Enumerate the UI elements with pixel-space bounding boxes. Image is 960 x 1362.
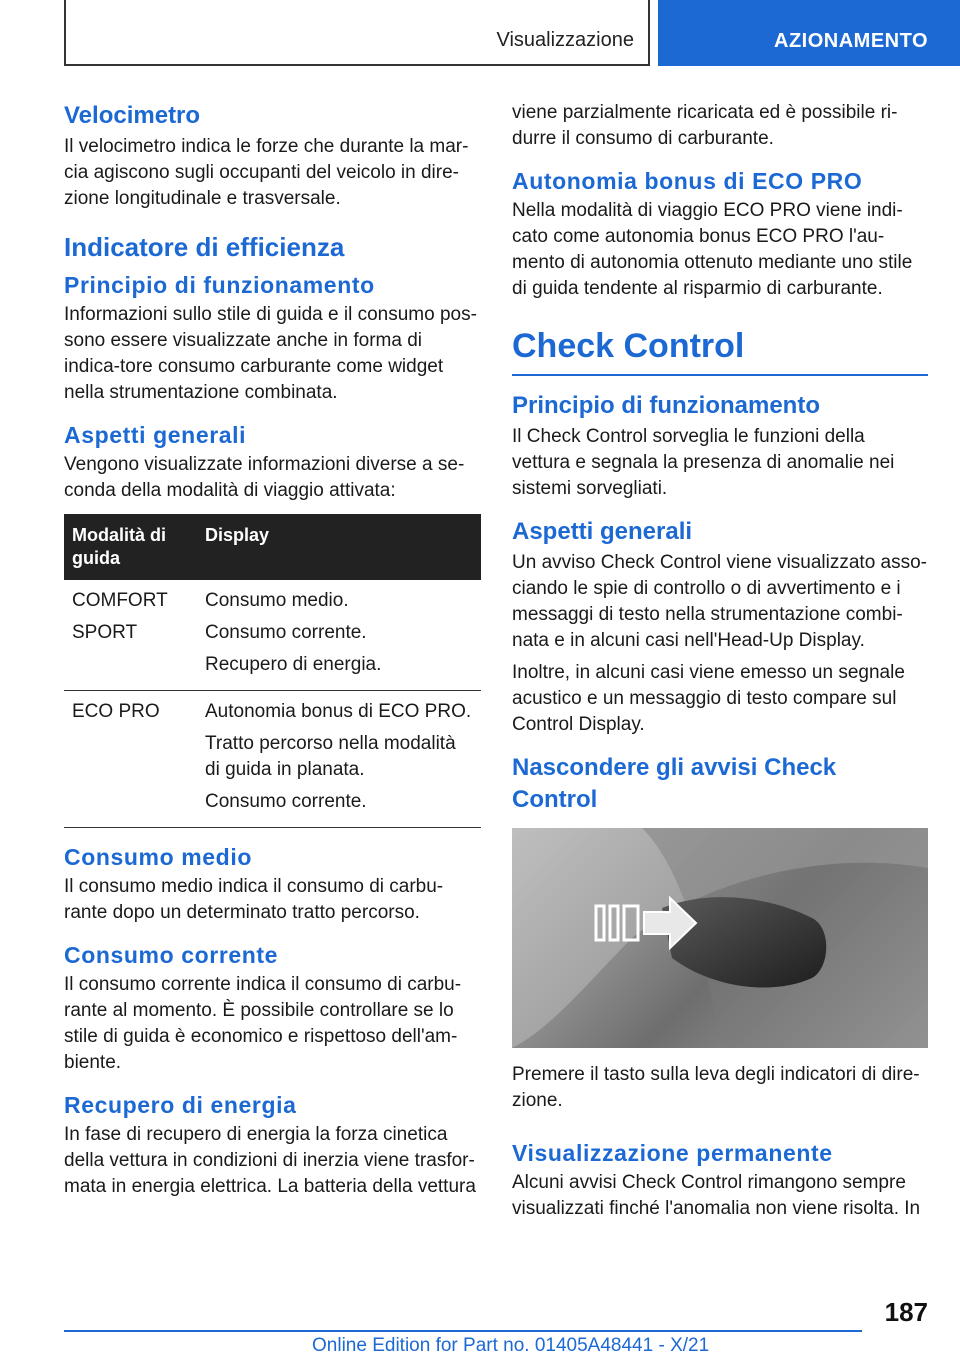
principio-heading-right: Principio di funzionamento (512, 392, 820, 419)
continued-text: viene parzialmente ricaricata ed è possibile ri-durre il consumo di carburante. (512, 102, 898, 149)
principio-heading: Principio di funzionamento (64, 272, 375, 298)
display-item: Autonomia bonus di ECO PRO. (205, 701, 472, 722)
turn-signal-lever-figure (512, 828, 928, 1048)
nascondere-heading: Nascondere gli avvisi Check Control (512, 754, 837, 813)
bonus-text: Nella modalità di viaggio ECO PRO viene indi-cato come autonomia bonus ECO PRO l'au-mento di autonomia ottenuto mediante uno stile di guida tendente al risparmio di carburante. (512, 200, 913, 299)
page-header (0, 0, 960, 66)
display-item: Consumo corrente. (205, 791, 367, 812)
section-title: Visualizzazione (496, 29, 634, 51)
permanente-heading: Visualizzazione permanente (512, 1140, 833, 1166)
footer-divider (64, 1330, 862, 1332)
consumo-medio-text: Il consumo medio indica il consumo di carbu-rante dopo un determinato tratto percorso. (64, 876, 444, 923)
display-item: Recupero di energia. (205, 654, 382, 675)
permanente-text: Alcuni avvisi Check Control rimangono sempre visualizzati finché l'anomalia non viene risolta. In (512, 1172, 921, 1219)
display-item: Tratto percorso nella modalità di guida in planata. (205, 733, 456, 780)
indicatore-heading: Indicatore di efficienza (64, 232, 345, 262)
right-column (512, 100, 928, 1228)
aspetti-text-right-2: Inoltre, in alcuni casi viene emesso un segnale acustico e un messaggio di testo compare sul Control Display. (512, 662, 905, 735)
consumo-corrente-text: Il consumo corrente indica il consumo di carbu-rante al momento. È possibile controllare se lo stile di guida è economico e rispettoso dell'am-biente. (64, 974, 462, 1073)
edition-link[interactable]: Online Edition for Part no. 01405A48441 - X/21 (312, 1335, 710, 1356)
table-header-display: Display (197, 514, 481, 580)
velocimetro-text: Il velocimetro indica le forze che durante la mar-cia agiscono sugli occupanti del veicolo in dire-zione longitudinale e trasversale. (64, 136, 469, 209)
table-cell-mode (64, 580, 197, 691)
bonus-heading: Autonomia bonus di ECO PRO (512, 168, 863, 194)
table-header-mode: Modalità di guida (64, 514, 197, 580)
page-number: 187 (884, 1297, 928, 1327)
velocimetro-heading: Velocimetro (64, 102, 201, 129)
table-cell-display (197, 580, 481, 691)
mode-label: SPORT (72, 622, 138, 643)
figure-caption: Premere il tasto sulla leva degli indicatori di dire-zione. (512, 1064, 920, 1111)
consumo-medio-heading: Consumo medio (64, 844, 252, 870)
table-cell-mode (64, 691, 197, 828)
display-item: Consumo medio. (205, 590, 349, 611)
principio-text-right: Il Check Control sorveglia le funzioni della vettura e segnala la presenza di anomalie nei sistemi sorvegliati. (512, 426, 895, 499)
table-row (64, 691, 481, 828)
chapter-title: AZIONAMENTO (774, 30, 929, 52)
aspetti-heading-right: Aspetti generali (512, 518, 693, 545)
display-item: Consumo corrente. (205, 622, 367, 643)
left-column (64, 100, 481, 1206)
table-cell-display (197, 691, 481, 828)
check-control-heading: Check Control (512, 324, 928, 376)
aspetti-text-right-1: Un avviso Check Control viene visualizzato asso-ciando le spie di controllo o di avvertimento e i messaggi di testo nella strumentazione combi-nata e in alcuni casi nell'Head-Up Display. (512, 552, 928, 651)
aspetti-text: Vengono visualizzate informazioni diverse a se-conda della modalità di viaggio attivata: (64, 454, 465, 501)
consumo-corrente-heading: Consumo corrente (64, 942, 279, 968)
principio-text: Informazioni sullo stile di guida e il consumo pos-sono essere visualizzate anche in forma di indica-tore consumo carburante come widget nella strumentazione combinata. (64, 304, 477, 403)
lever-illustration (512, 828, 928, 1048)
section-header-box (64, 0, 650, 66)
recupero-heading: Recupero di energia (64, 1092, 297, 1118)
table-row (64, 580, 481, 691)
chapter-tab (658, 0, 960, 66)
recupero-text: In fase di recupero di energia la forza cinetica della vettura in condizioni di inerzia viene trasfor-mata in energia elettrica. La batteria della vettura (64, 1124, 476, 1197)
mode-label: COMFORT (72, 590, 168, 611)
aspetti-heading: Aspetti generali (64, 422, 247, 448)
modes-table (64, 514, 481, 828)
mode-label: ECO PRO (72, 701, 160, 722)
